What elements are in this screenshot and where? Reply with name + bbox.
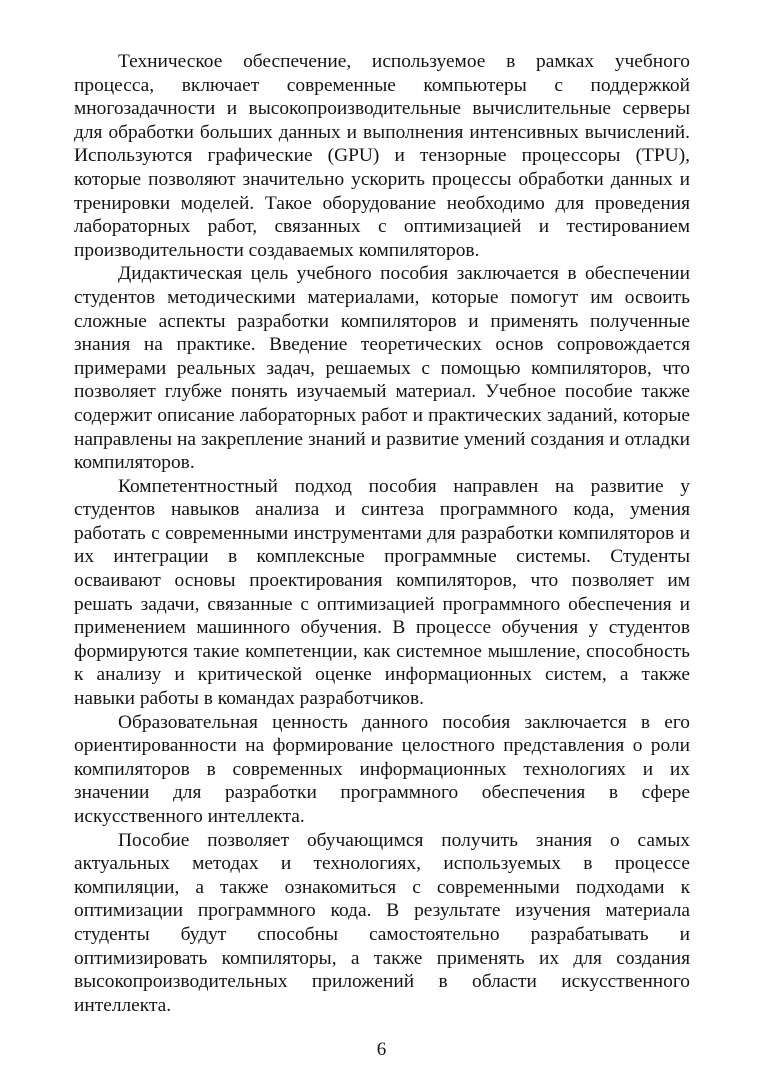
paragraph-educational-value: Образовательная ценность данного пособия заключается в его ориентированности на формирование целостного представления о роли компиляторов в современных информационных технологиях и их значении для разработки программного обеспечения в сфере искусственного интеллекта. (74, 711, 690, 827)
page-number: 6 (376, 1039, 387, 1060)
paragraph-didactic-goal: Дидактическая цель учебного пособия заключается в обеспечении студентов методическими материалами, которые помогут им освоить сложные аспекты разработки компиляторов и применять полученные знания на практике. Введение теоретических основ сопровождается примерами реальных задач, решаемых с помощью компиляторов, что позволяет глубже понять изучаемый материал. Учебное пособие также содержит описание лабораторных работ и практических заданий, которые направлены на закрепление знаний и развитие умений создания и отладки компиляторов. (74, 263, 690, 474)
paragraph-competence-approach: Компетентностный подход пособия направлен на развитие у студентов навыков анализа и синтеза программного кода, умения работать с современными инструментами для разработки компиляторов и их интеграции в комплексные программные системы. Студенты осваивают основы проектирования компиляторов, что позволяет им решать задачи, связанные с оптимизацией программного обеспечения и применением машинного обучения. В процессе обучения у студентов формируются такие компетенции, как системное мышление, способность к анализу и критической оценке информационных систем, а также навыки работы в командах разработчиков. (74, 475, 690, 710)
paragraph-learning-outcomes: Пособие позволяет обучающимся получить знания о самых актуальных методах и технологиях, используемых в процессе компиляции, а также ознакомиться с современными подходами к оптимизации программного кода. В результате изучения материала студенты будут способны самостоятельно разрабатывать и оптимизировать компиляторы, а также применять их для создания высокопроизводительных приложений в области искусственного интеллекта. (74, 829, 690, 1016)
paragraph-technical-support: Техническое обеспечение, используемое в рамках учебного процесса, включает современные компьютеры с поддержкой многозадачности и высокопроизводительные вычислительные серверы для обработки больших данных и выполнения интенсивных вычислений. Используются графические (GPU) и тензорные процессоры (TPU), которые позволяют значительно ускорить процессы обработки данных и тренировки моделей. Такое оборудование необходимо для проведения лабораторных работ, связанных с оптимизацией и тестированием производительности создаваемых компиляторов. (74, 51, 690, 261)
document-body (74, 50, 690, 1017)
